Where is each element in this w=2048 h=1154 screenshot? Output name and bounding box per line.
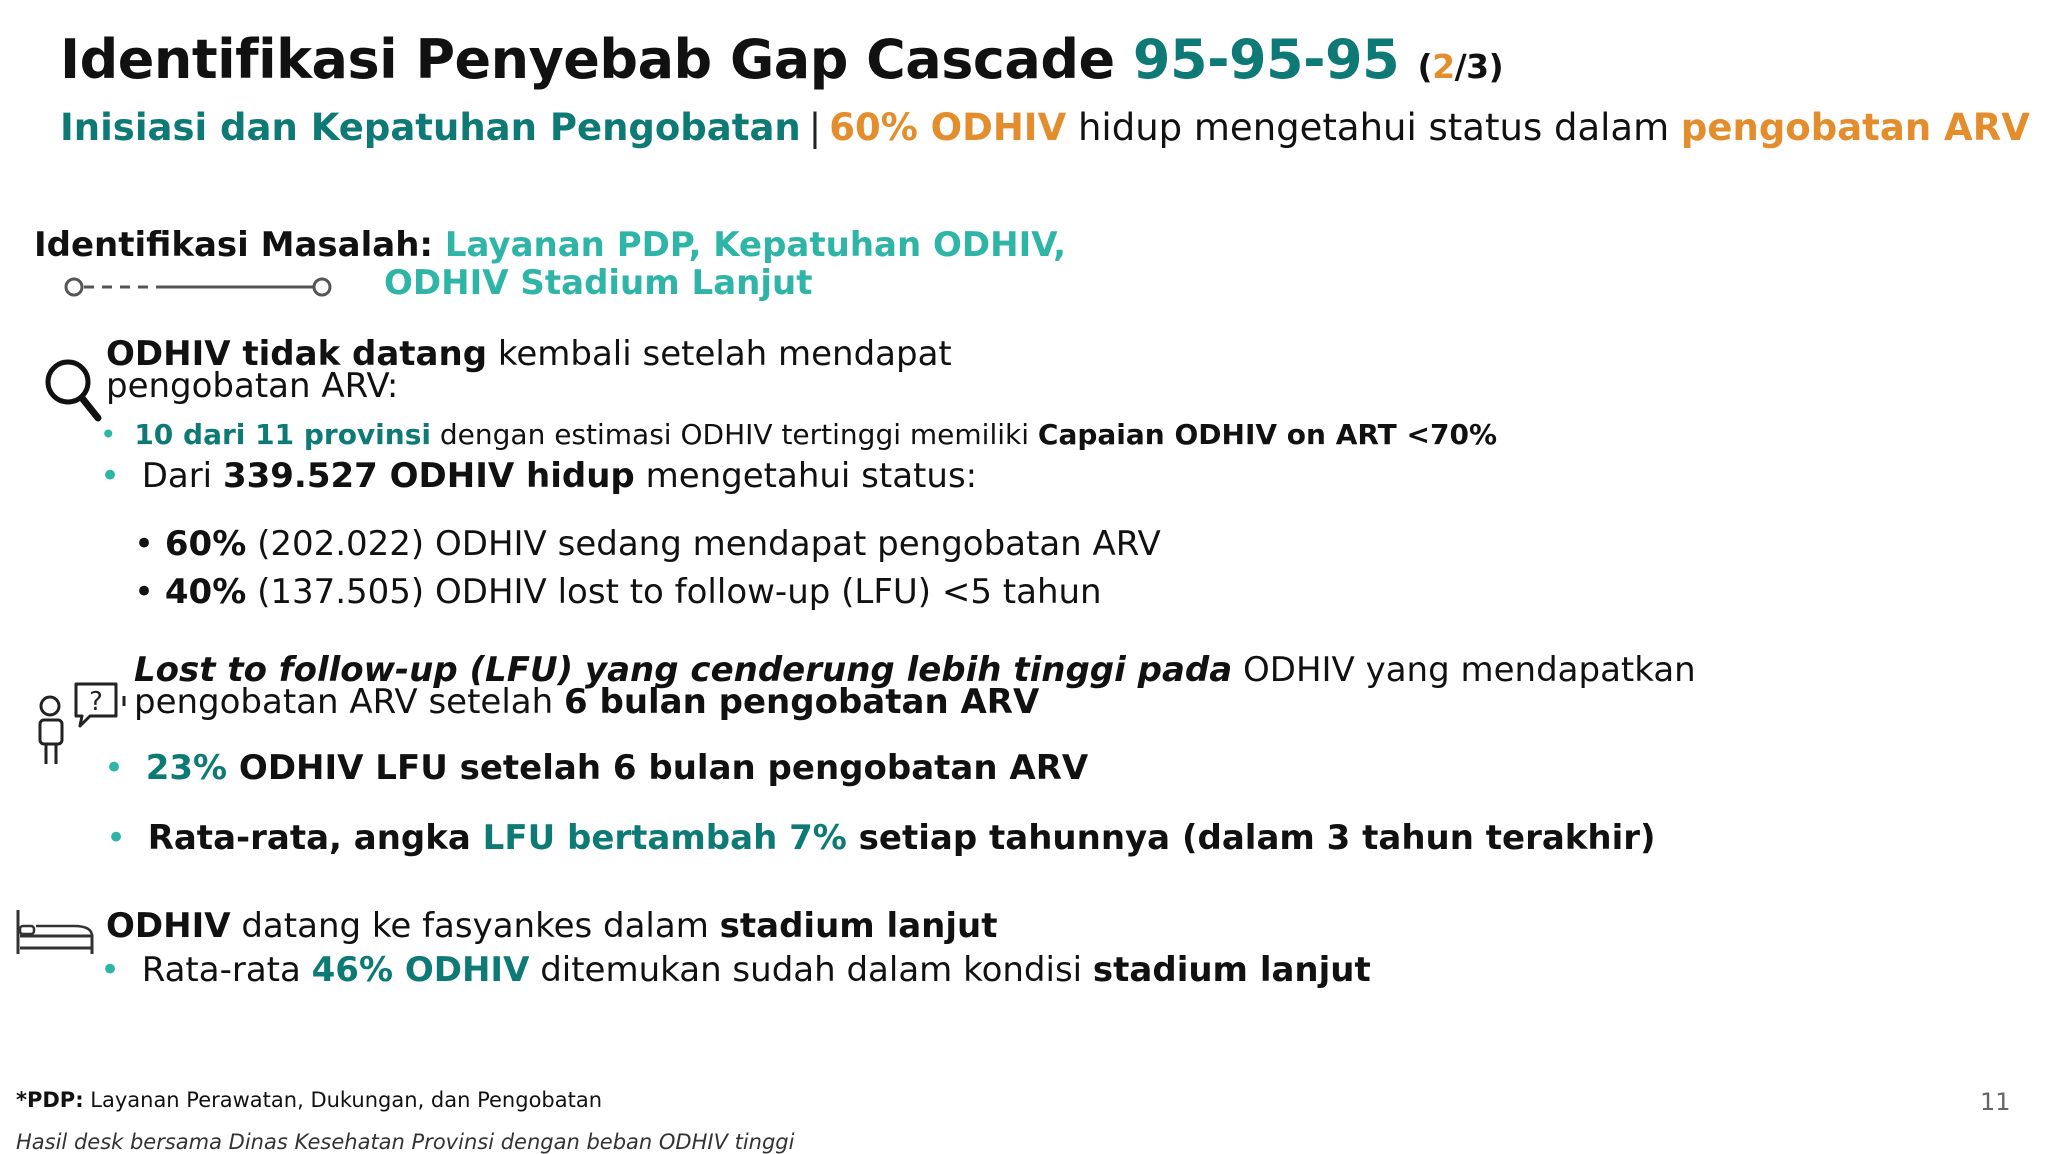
problem-line1: Layanan PDP, Kepatuhan ODHIV, [444,225,1067,265]
section1-subbullet-lfu: • 40% (137.505) ODHIV lost to follow-up (LFU) <5 tahun [134,572,1102,612]
section1-heading: ODHIV tidak datang kembali setelah mendapat pengobatan ARV: [106,334,952,406]
section2-bullet-lfu-growth: • Rata-rata, angka LFU bertambah 7% setiap tahunnya (dalam 3 tahun terakhir) [106,818,1656,858]
footnote-pdp: *PDP: Layanan Perawatan, Dukungan, dan Pengobatan [16,1088,603,1112]
section2-bullet-23pct: • 23% ODHIV LFU setelah 6 bulan pengobatan ARV [104,748,1089,788]
section1-bullet-total: • Dari 339.527 ODHIV hidup mengetahui status: [100,456,978,496]
problem-label: Identifikasi Masalah: [34,225,445,265]
svg-text:?: ? [89,687,103,717]
timeline-dots-icon [62,275,334,299]
magnifier-icon [44,358,104,424]
problem-line2: ODHIV Stadium Lanjut [384,263,813,303]
source-note: Hasil desk bersama Dinas Kesehatan Provinsi dengan beban ODHIV tinggi [16,1130,795,1154]
page-number: 11 [1980,1088,2011,1116]
page-indicator: (2/3) [1417,47,1504,86]
subtitle-text: hidup mengetahui status dalam [1066,106,1681,149]
page-title [60,28,1503,91]
section2-heading: Lost to follow-up (LFU) yang cenderung lebih tinggi pada ODHIV yang mendapatkan pengobatan ARV setelah 6 bulan pengobatan ARV [134,650,1696,722]
title-main: Identifikasi Penyebab Gap Cascade [60,28,1133,91]
hospital-bed-icon [14,908,96,956]
subtitle [60,106,2030,149]
title-target: 95-95-95 [1132,28,1400,91]
section3-heading: ODHIV datang ke fasyankes dalam stadium lanjut [106,906,998,946]
subtitle-topic: Inisiasi dan Kepatuhan Pengobatan [60,106,801,149]
subtitle-highlight: pengobatan ARV [1680,106,2030,149]
section1-subbullet-on-arv: • 60% (202.022) ODHIV sedang mendapat pengobatan ARV [134,524,1161,564]
section1-bullet-provinces: • 10 dari 11 provinsi dengan estimasi ODHIV tertinggi memiliki Capaian ODHIV on ART <70% [100,418,1497,451]
subtitle-separator: | [808,106,822,149]
section3-bullet-advanced-stage: • Rata-rata 46% ODHIV ditemukan sudah dalam kondisi stadium lanjut [100,950,1371,990]
subtitle-stat: 60% ODHIV [829,106,1067,149]
